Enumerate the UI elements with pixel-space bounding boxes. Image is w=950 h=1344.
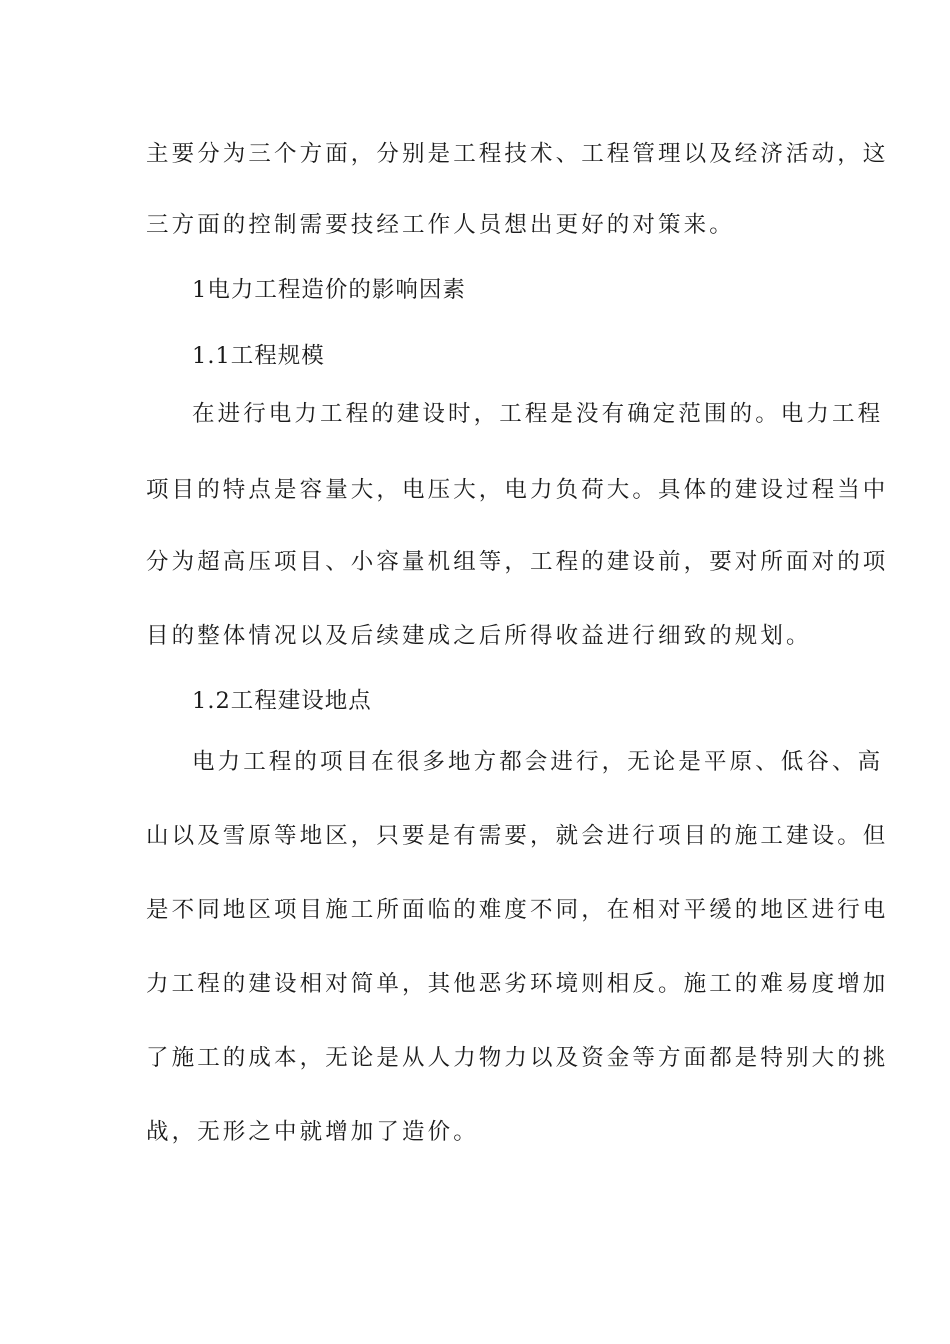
subsection-heading: 1.2工程建设地点 [192, 688, 372, 714]
paragraph-line: 目的整体情况以及后续建成之后所得收益进行细致的规划。 [146, 623, 812, 649]
section-heading: 1电力工程造价的影响因素 [192, 277, 466, 303]
paragraph-line: 战，无形之中就增加了造价。 [146, 1119, 479, 1145]
paragraph-line: 主要分为三个方面，分别是工程技术、工程管理以及经济活动，这 [146, 141, 889, 167]
paragraph-line: 电力工程的项目在很多地方都会进行，无论是平原、低谷、高 [192, 749, 884, 775]
paragraph-line: 在进行电力工程的建设时，工程是没有确定范围的。电力工程 [192, 401, 884, 427]
paragraph-line: 项目的特点是容量大，电压大，电力负荷大。具体的建设过程当中 [146, 477, 889, 503]
paragraph-line: 山以及雪原等地区，只要是有需要，就会进行项目的施工建设。但 [146, 823, 889, 849]
paragraph-line: 分为超高压项目、小容量机组等，工程的建设前，要对所面对的项 [146, 549, 889, 575]
subsection-heading: 1.1工程规模 [192, 343, 325, 369]
paragraph-line: 了施工的成本，无论是从人力物力以及资金等方面都是特别大的挑 [146, 1045, 889, 1071]
paragraph-line: 力工程的建设相对简单，其他恶劣环境则相反。施工的难易度增加 [146, 971, 889, 997]
paragraph-line: 三方面的控制需要技经工作人员想出更好的对策来。 [146, 212, 735, 238]
paragraph-line: 是不同地区项目施工所面临的难度不同，在相对平缓的地区进行电 [146, 897, 889, 923]
